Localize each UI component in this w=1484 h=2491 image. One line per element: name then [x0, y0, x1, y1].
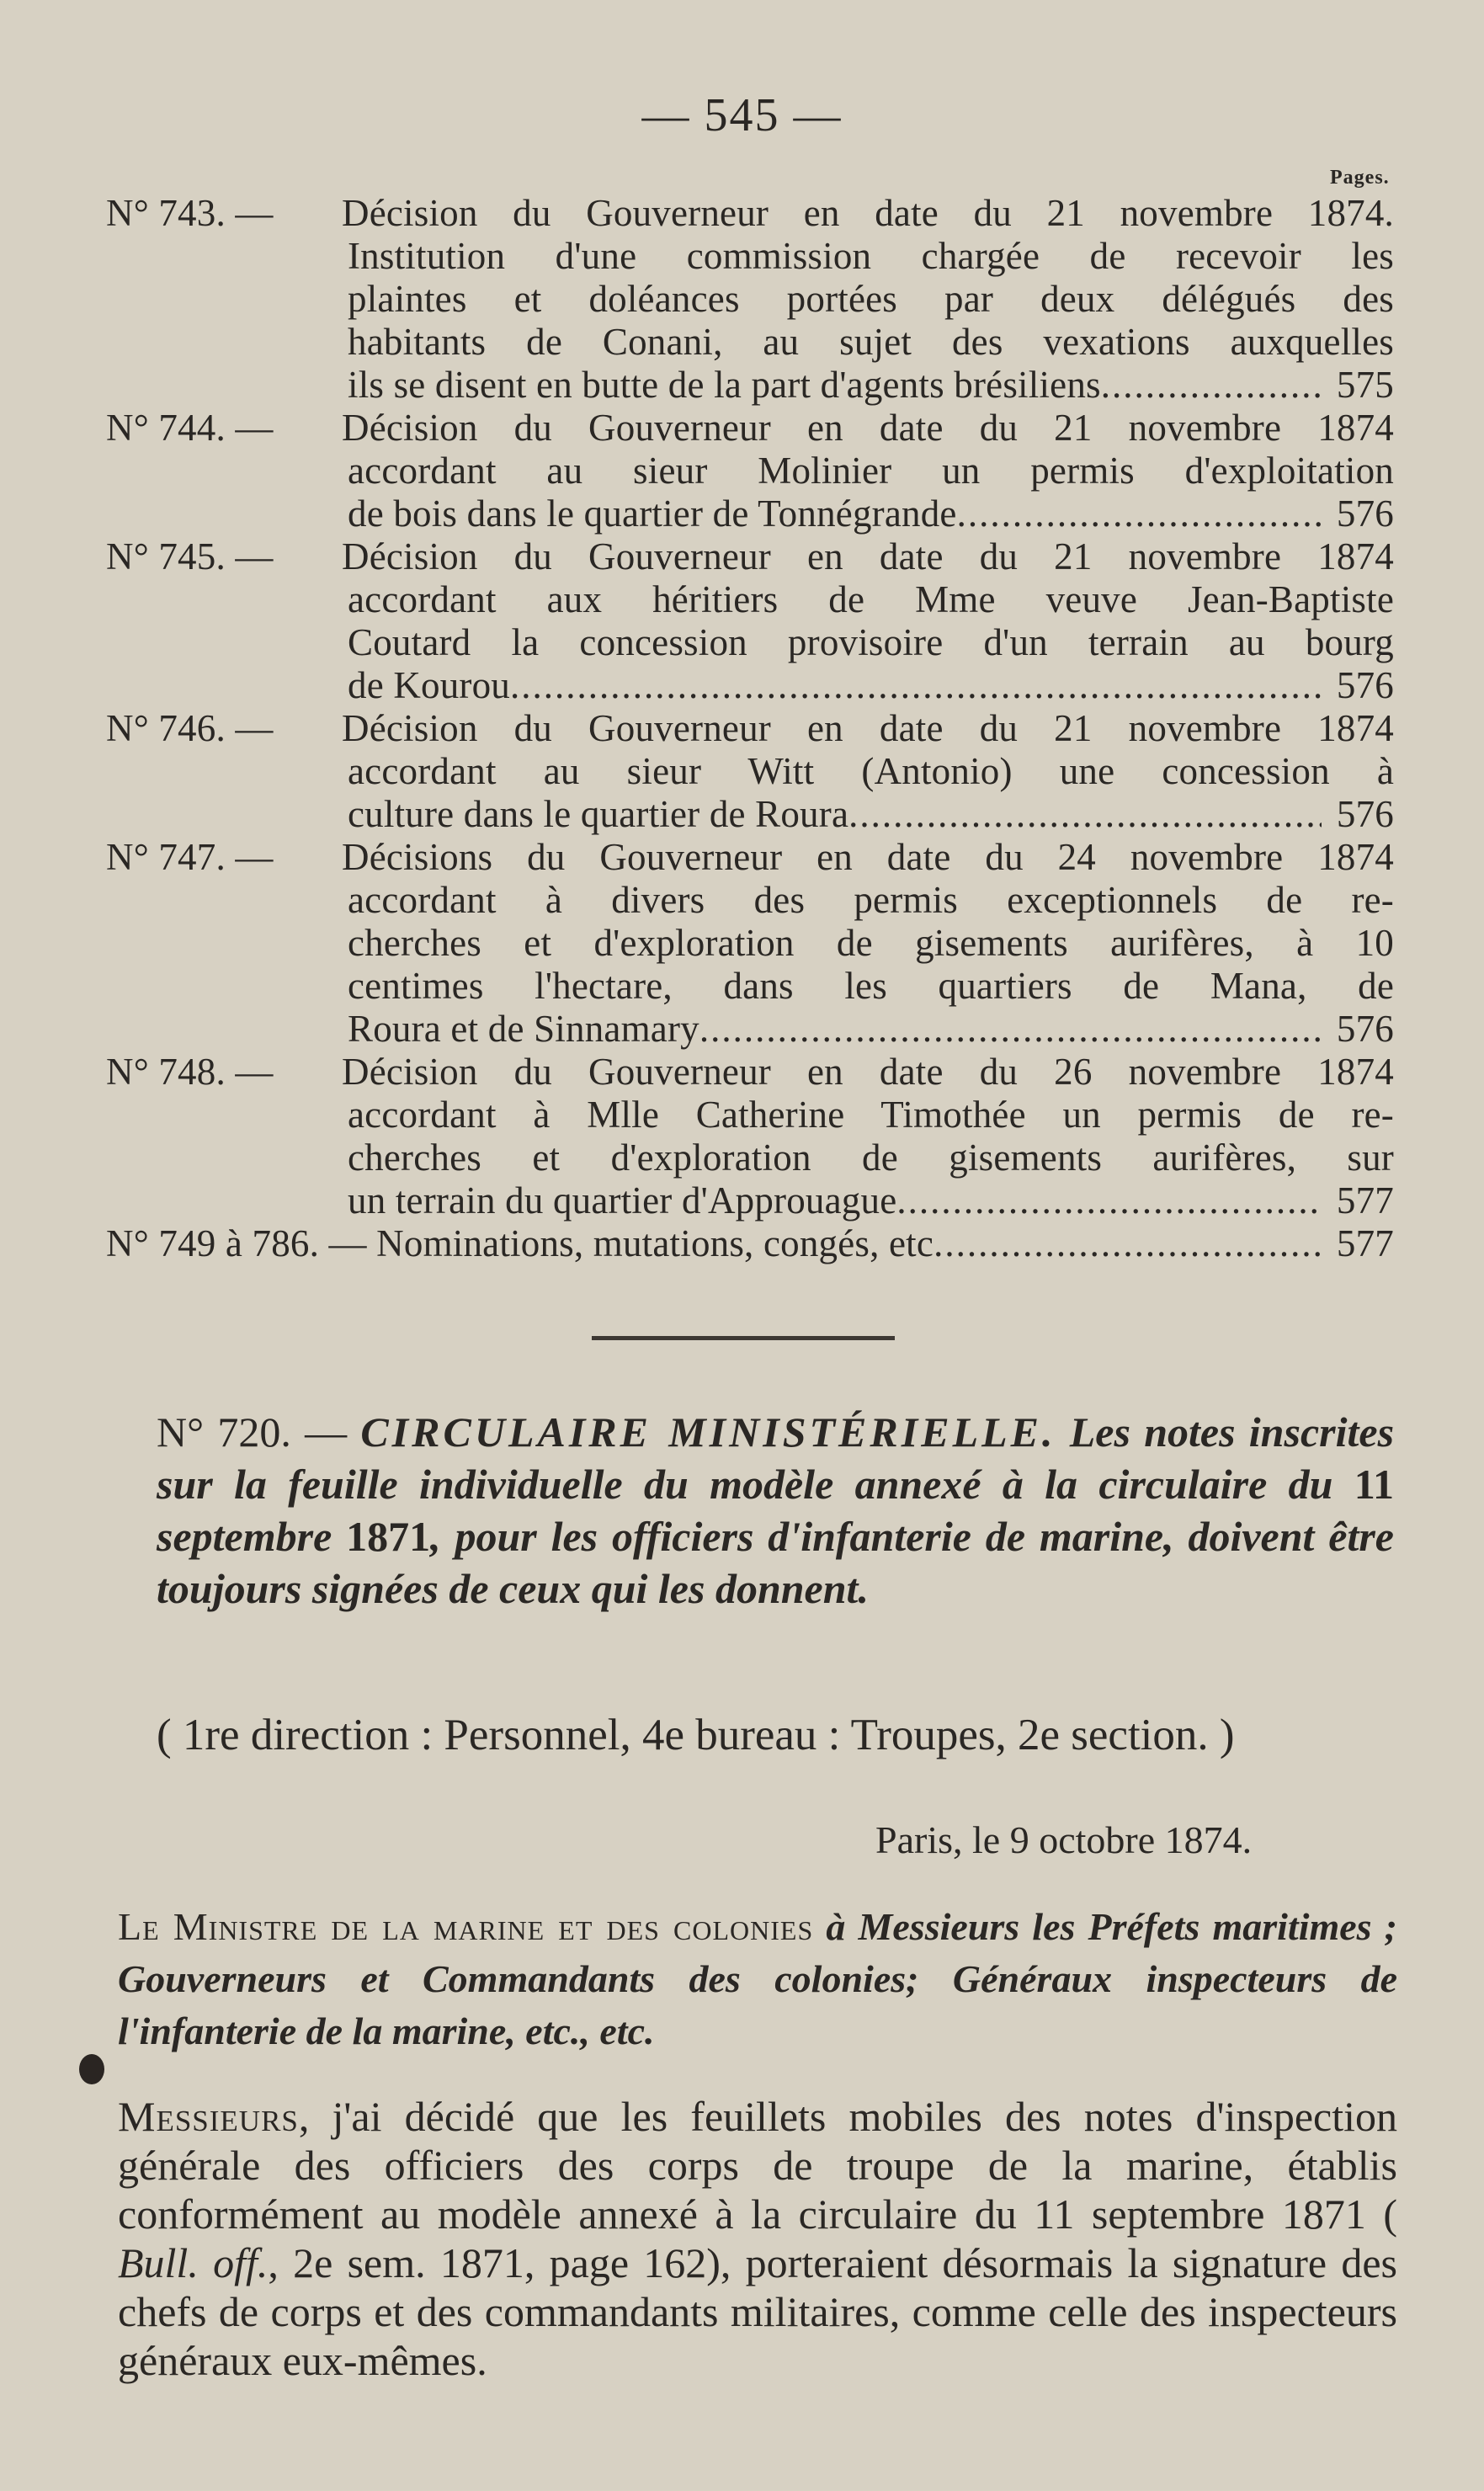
toc-entry-text: Décision du Gouverneur en date du 21 novembre 1874 [342, 535, 1394, 578]
toc-entry-text: de Kourou [348, 664, 511, 706]
toc-entry-text: centimes l'hectare, dans les quartiers de Mana, de [348, 965, 1394, 1007]
toc-entry-text: Décision du Gouverneur en date du 21 novembre 1874. [342, 192, 1394, 234]
dot-leader [510, 664, 1322, 707]
toc-line [106, 664, 1394, 707]
body-text-b: , 2e sem. 1871, page 162), porteraient désormais la signature des chefs de corps et des commandants militaires, comme celle des inspecteurs généraux eux-mêmes. [118, 2239, 1397, 2384]
toc-entry-text: culture dans le quartier de Roura [348, 793, 849, 835]
circular-summary-d: 1871 [346, 1513, 431, 1560]
table-of-contents [106, 192, 1394, 1265]
toc-page-number: 576 [1336, 664, 1394, 706]
page-number: — 545 — [641, 89, 843, 141]
toc-line [106, 192, 1394, 235]
dot-leader [957, 492, 1322, 535]
toc-entry-text: accordant au sieur Witt (Antonio) une concession à [348, 750, 1394, 792]
toc-line [106, 707, 1394, 750]
circular-heading [157, 1406, 1394, 1615]
dot-leader [848, 793, 1322, 836]
toc-line [106, 578, 1394, 621]
body-salutation: Messieurs [118, 2093, 299, 2140]
toc-page-number: 575 [1336, 364, 1394, 406]
circular-summary-e: , pour les officiers d'infanterie de marine, doivent être toujours signées de ceux qui les donnent. [157, 1513, 1394, 1612]
circular-number: N° 720. — [157, 1408, 348, 1456]
toc-entry-text: ils se disent en butte de la part d'agents brésiliens [348, 364, 1101, 406]
toc-entry-text: plaintes et doléances portées par deux délégués des [348, 278, 1394, 320]
toc-entry-number: N° 746. — [106, 707, 274, 749]
toc-line [106, 492, 1394, 535]
toc-line [106, 965, 1394, 1008]
dot-leader [699, 1008, 1322, 1051]
toc-line [106, 235, 1394, 278]
section-divider [592, 1336, 895, 1340]
circular-summary-c: septembre [157, 1513, 347, 1560]
toc-entry [106, 836, 1394, 1051]
addressee-recipients: à Messieurs les Préfets maritimes ; Gouverneurs et Commandants des colonies; Généraux inspecteurs de l'infanterie de la marine, etc., etc. [118, 1905, 1397, 2052]
toc-entry-text: Décision du Gouverneur en date du 26 novembre 1874 [342, 1051, 1394, 1093]
toc-entry-text: accordant à divers des permis exceptionnels de re- [348, 879, 1394, 921]
toc-line [106, 535, 1394, 578]
body-text-a: , j'ai décidé que les feuillets mobiles des notes d'inspection générale des officiers des corps de troupe de la marine, établis conformément au modèle annexé à la circulaire du 11 septembre 1871 ( [118, 2093, 1397, 2238]
toc-entry-text: un terrain du quartier d'Approuague [348, 1179, 897, 1222]
dot-leader [896, 1179, 1322, 1222]
toc-line [106, 922, 1394, 965]
toc-entry [106, 535, 1394, 707]
toc-entry-number: N° 745. — [106, 535, 274, 578]
toc-entry-text: Coutard la concession provisoire d'un terrain au bourg [348, 621, 1394, 663]
toc-entry-text: Décision du Gouverneur en date du 21 novembre 1874 [342, 407, 1394, 449]
toc-page-number: 577 [1336, 1179, 1394, 1222]
toc-entry [106, 407, 1394, 535]
toc-line [106, 1179, 1394, 1222]
addressee-sender: Le Ministre de la marine et des colonies [118, 1905, 814, 1948]
toc-line [106, 321, 1394, 364]
toc-line [106, 750, 1394, 793]
toc-entry-text: accordant aux héritiers de Mme veuve Jean-Baptiste [348, 578, 1394, 620]
toc-page-number: 576 [1336, 1008, 1394, 1050]
ink-blot [79, 2054, 104, 2084]
toc-page-number: 577 [1336, 1222, 1394, 1264]
toc-entry [106, 707, 1394, 836]
toc-entry-number: N° 747. — [106, 836, 274, 878]
circular-direction: ( 1re direction : Personnel, 4e bureau : Troupes, 2e section. ) [157, 1711, 1235, 1759]
toc-line [106, 1094, 1394, 1136]
toc-line [106, 793, 1394, 836]
toc-page-number: 576 [1336, 793, 1394, 835]
toc-entry-text: cherches et d'exploration de gisements aurifères, à 10 [348, 922, 1394, 964]
toc-entry-text: Décisions du Gouverneur en date du 24 novembre 1874 [342, 836, 1394, 878]
toc-line [106, 1136, 1394, 1179]
toc-entry-text: Décision du Gouverneur en date du 21 novembre 1874 [342, 707, 1394, 749]
toc-line [106, 879, 1394, 922]
toc-entry-text: accordant à Mlle Catherine Timothée un permis de re- [348, 1094, 1394, 1136]
toc-entry-text: cherches et d'exploration de gisements aurifères, sur [348, 1136, 1394, 1179]
toc-entry [106, 192, 1394, 407]
circular-title: CIRCULAIRE MINISTÉRIELLE. [360, 1408, 1056, 1456]
toc-entry [106, 1222, 1394, 1265]
circular-body [118, 2092, 1397, 2385]
circular-summary-a: Les notes inscrites sur la feuille individuelle du modèle annexé à la circulaire du [157, 1408, 1395, 1508]
toc-line [106, 407, 1394, 450]
toc-entry-number: N° 744. — [106, 407, 274, 449]
toc-line [106, 278, 1394, 321]
toc-entry-text: N° 749 à 786. — Nominations, mutations, congés, etc [106, 1222, 934, 1264]
toc-entry-text: habitants de Conani, au sujet des vexations auxquelles [348, 321, 1394, 363]
toc-line [106, 621, 1394, 664]
body-citation: Bull. off. [118, 2239, 269, 2286]
toc-entry-text: Roura et de Sinnamary [348, 1008, 699, 1050]
circular-summary-b: 11 [1354, 1461, 1394, 1508]
toc-entry [106, 1051, 1394, 1222]
toc-line [106, 450, 1394, 492]
toc-entry-text: Institution d'une commission chargée de recevoir les [348, 235, 1394, 277]
toc-entry-text: accordant au sieur Molinier un permis d'exploitation [348, 450, 1394, 492]
toc-line [106, 836, 1394, 879]
toc-line [106, 1008, 1394, 1051]
dot-leader [1101, 364, 1322, 407]
toc-page-number: 576 [1336, 492, 1394, 535]
toc-entry-number: N° 743. — [106, 192, 274, 234]
circular-addressee [118, 1901, 1397, 2057]
dot-leader [933, 1222, 1322, 1265]
toc-entry-number: N° 748. — [106, 1051, 274, 1093]
circular-date: Paris, le 9 octobre 1874. [875, 1818, 1253, 1861]
pages-column-label: Pages. [1330, 167, 1390, 189]
toc-line [106, 1051, 1394, 1094]
toc-line [106, 364, 1394, 407]
toc-entry-text: de bois dans le quartier de Tonnégrande [348, 492, 957, 535]
